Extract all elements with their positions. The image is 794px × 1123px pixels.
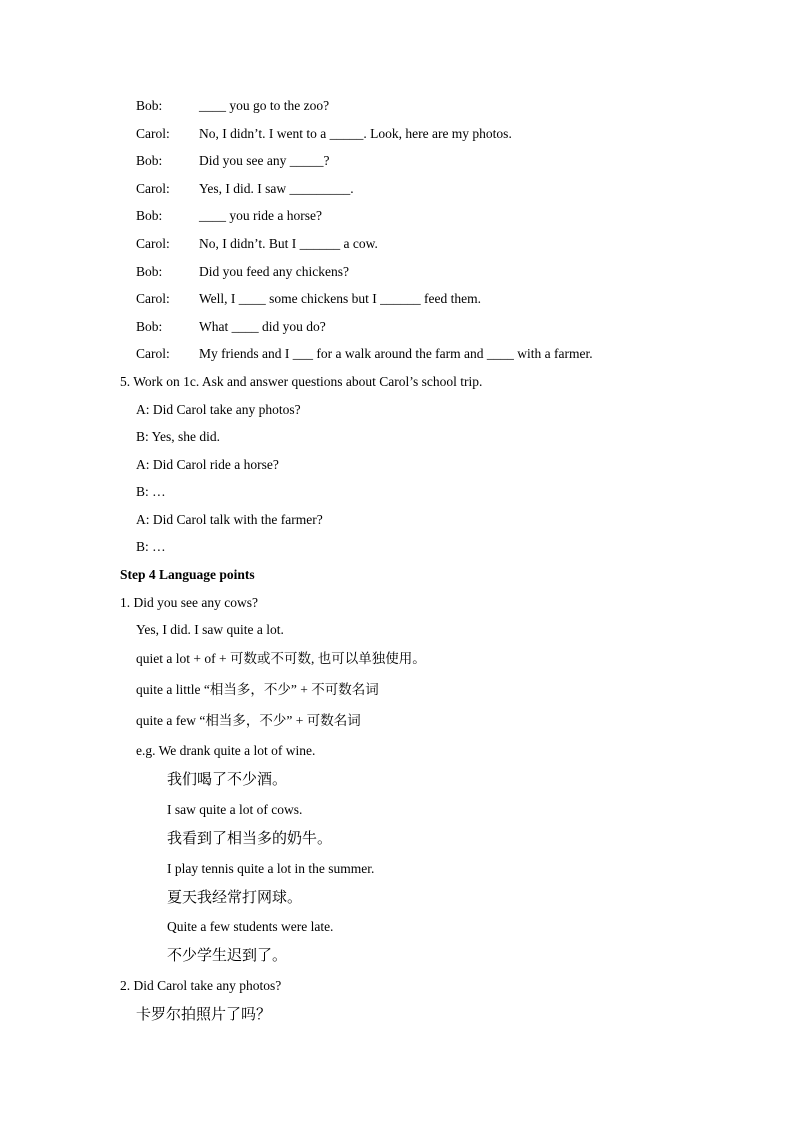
example-sentence: I play tennis quite a lot in the summer. — [167, 861, 375, 876]
task5-heading: 5. Work on 1c. Ask and answer questions about Carol’s school trip. — [120, 374, 483, 389]
example-translation: 我们喝了不少酒。 — [167, 770, 288, 788]
example-sentence: Quite a few students were late. — [167, 919, 334, 934]
speaker: Bob: — [136, 208, 163, 223]
speaker: Bob: — [136, 264, 163, 279]
line-text: Did you see any _____? — [199, 153, 330, 168]
speaker: Carol: — [136, 126, 170, 141]
answer-text: Yes, I did. I saw quite a lot. — [136, 622, 284, 637]
point-title: 2. Did Carol take any photos? — [120, 978, 282, 993]
qa-line: A: Did Carol talk with the farmer? — [136, 512, 323, 527]
qa-line: B: … — [136, 539, 166, 554]
grammar-rule: quite a few “相当多，不少” + 可数名词 — [136, 713, 361, 728]
point-translation: 卡罗尔拍照片了吗？ — [136, 1005, 272, 1023]
example-translation: 不少学生迟到了。 — [167, 946, 288, 964]
qa-line: B: Yes, she did. — [136, 429, 221, 444]
example-sentence: I saw quite a lot of cows. — [167, 802, 303, 817]
line-text: Did you feed any chickens? — [199, 264, 349, 279]
grammar-rule: quiet a lot + of + 可数或不可数, 也可以单独使用。 — [136, 651, 426, 666]
grammar-rule: quite a little “相当多，不少” + 不可数名词 — [136, 682, 379, 697]
speaker: Carol: — [136, 291, 170, 306]
line-text: Well, I ____ some chickens but I ______ feed them. — [199, 291, 481, 306]
section-heading: Step 4 Language points — [120, 567, 255, 582]
speaker: Bob: — [136, 319, 163, 334]
line-text: ____ you ride a horse? — [199, 208, 322, 223]
speaker: Bob: — [136, 153, 163, 168]
line-text: No, I didn’t. But I ______ a cow. — [199, 236, 378, 251]
speaker: Bob: — [136, 98, 163, 113]
point-title: 1. Did you see any cows? — [120, 595, 258, 610]
qa-line: B: … — [136, 484, 166, 499]
qa-line: A: Did Carol ride a horse? — [136, 457, 279, 472]
speaker: Carol: — [136, 236, 170, 251]
example-translation: 我看到了相当多的奶牛。 — [167, 829, 333, 847]
line-text: My friends and I ___ for a walk around the farm and ____ with a farmer. — [199, 346, 593, 361]
line-text: ____ you go to the zoo? — [199, 98, 330, 113]
line-text: Yes, I did. I saw _________. — [199, 181, 354, 196]
speaker: Carol: — [136, 181, 170, 196]
example-label: e.g. We drank quite a lot of wine. — [136, 743, 316, 758]
speaker: Carol: — [136, 346, 170, 361]
qa-line: A: Did Carol take any photos? — [136, 402, 301, 417]
line-text: No, I didn’t. I went to a _____. Look, here are my photos. — [199, 126, 512, 141]
example-translation: 夏天我经常打网球。 — [167, 888, 303, 906]
line-text: What ____ did you do? — [199, 319, 326, 334]
